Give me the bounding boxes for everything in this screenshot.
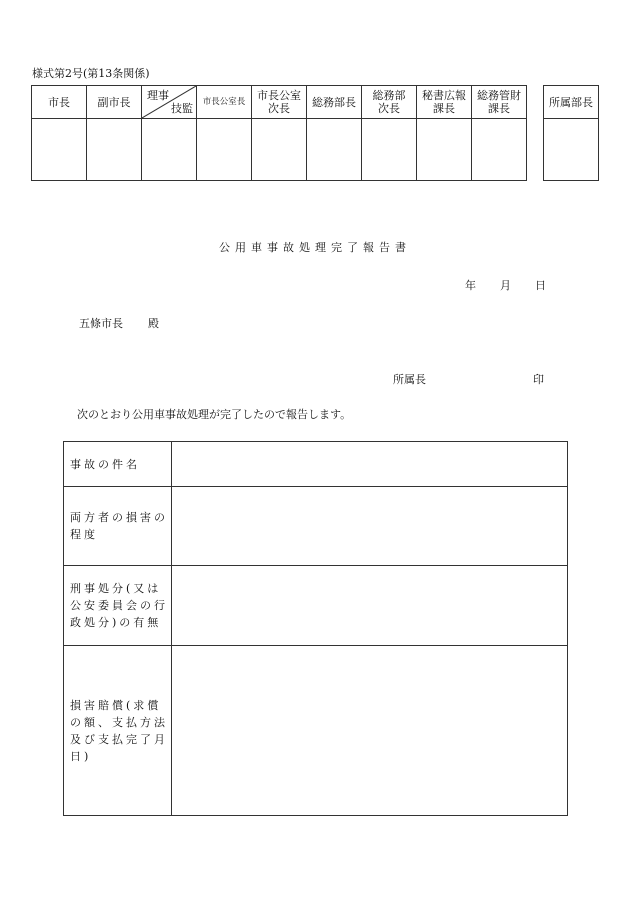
header-general-affairs-deputy-l2: 次長	[378, 102, 400, 115]
stamp-cell-vice-mayor[interactable]	[87, 119, 142, 181]
header-secretary-pr	[417, 86, 472, 119]
header-general-affairs-deputy	[362, 86, 417, 119]
reporter-label: 所属長	[393, 373, 426, 386]
stamp-cell-director[interactable]	[142, 119, 197, 181]
value-compensation[interactable]	[172, 646, 568, 816]
header-secretary-pr-l1: 秘書広報	[422, 89, 466, 102]
stamp-cell-mayor[interactable]	[32, 119, 87, 181]
header-general-affairs-deputy-l1: 総務部	[372, 89, 406, 102]
stamp-cell-secretary-pr[interactable]	[417, 119, 472, 181]
table-row	[64, 487, 568, 566]
label-comp-l3: 及び支払完了月	[70, 732, 168, 746]
header-mayor: 市長	[32, 86, 87, 119]
header-gen-mgmt-finance	[472, 86, 527, 119]
label-penalty-l3: 政処分)の有無	[70, 616, 162, 629]
addressee: 五條市長	[79, 317, 123, 330]
label-comp-l4: 日)	[70, 749, 92, 763]
label-comp-l1: 損害賠償(求償	[70, 698, 162, 712]
header-director	[142, 86, 197, 119]
form-number-label: 様式第2号(第13条関係)	[32, 67, 150, 80]
label-incident-name-text: 事故の件名	[70, 457, 140, 471]
stamp-cell-mayors-office-chief[interactable]	[197, 119, 252, 181]
header-vice-mayor: 副市長	[87, 86, 142, 119]
label-damage-l1: 両方者の損害の	[70, 511, 168, 524]
header-secretary-pr-l2: 課長	[433, 102, 455, 115]
header-director-bottom: 技監	[171, 102, 193, 115]
stamp-cell-gen-mgmt-finance[interactable]	[472, 119, 527, 181]
label-penalty	[64, 566, 172, 646]
date-day-label: 日	[535, 279, 546, 292]
label-penalty-l2: 公安委員会の行	[70, 599, 168, 612]
label-damage-extent	[64, 487, 172, 566]
report-table	[63, 441, 568, 816]
date-year-label: 年	[465, 279, 476, 292]
header-director-top: 理事	[147, 89, 169, 102]
approval-stamp-table	[31, 85, 527, 181]
value-damage-extent[interactable]	[172, 487, 568, 566]
stamp-cell-dept-chief[interactable]	[544, 119, 599, 181]
label-incident-name	[64, 442, 172, 487]
header-dept-chief: 所属部長	[544, 86, 599, 119]
value-incident-name[interactable]	[172, 442, 568, 487]
header-gen-mgmt-finance-l1: 総務管財	[477, 89, 521, 102]
honorific: 殿	[148, 317, 159, 330]
intro-text: 次のとおり公用車事故処理が完了したので報告します。	[77, 408, 352, 421]
stamp-cell-general-affairs-chief[interactable]	[307, 119, 362, 181]
header-mayors-office-deputy-l2: 次長	[268, 102, 290, 115]
label-comp-l2: の額、支払方法	[70, 715, 168, 729]
table-row	[64, 646, 568, 816]
label-damage-l2: 程度	[70, 528, 98, 541]
header-general-affairs-chief: 総務部長	[307, 86, 362, 119]
date-month-label: 月	[500, 279, 511, 292]
header-gen-mgmt-finance-l2: 課長	[488, 102, 510, 115]
value-penalty[interactable]	[172, 566, 568, 646]
header-mayors-office-deputy-l1: 市長公室	[257, 89, 301, 102]
stamp-cell-general-affairs-deputy[interactable]	[362, 119, 417, 181]
table-row	[64, 442, 568, 487]
label-penalty-l1: 刑事処分(又は	[70, 582, 162, 595]
label-compensation	[64, 646, 172, 816]
stamp-cell-mayors-office-deputy[interactable]	[252, 119, 307, 181]
header-mayors-office-deputy	[252, 86, 307, 119]
table-row	[64, 566, 568, 646]
dept-approval-table	[543, 85, 599, 181]
header-mayors-office-chief: 市長公室長	[197, 86, 252, 119]
seal-label: 印	[533, 373, 544, 386]
document-title: 公用車事故処理完了報告書	[219, 241, 411, 254]
